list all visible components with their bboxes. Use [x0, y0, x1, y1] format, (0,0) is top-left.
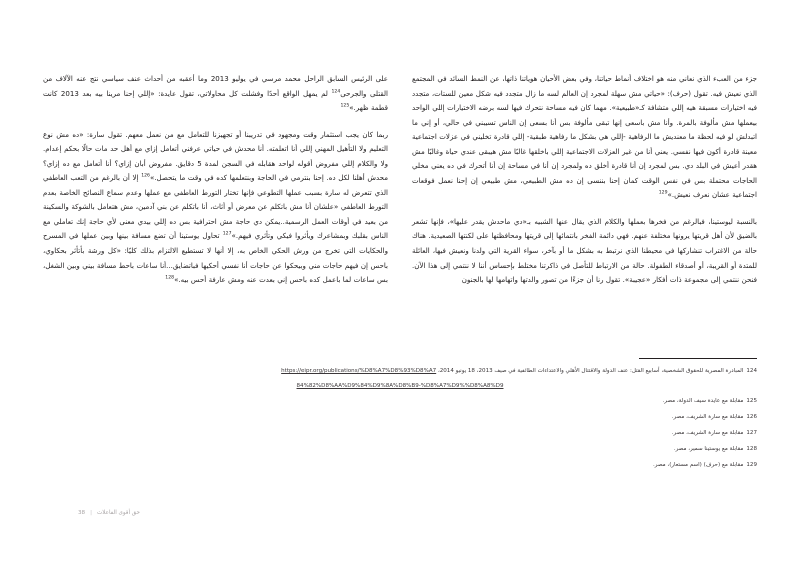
paragraph-text: بالنسبة ليوستينا، فبالرغم من فخرها بعملها والكلام الذي يقال عنها الشبيه بـ«دي ماحدش يقدر عليها»، فإنها تشعر بالضيق لأن أهل قريتها يرونها مختلفة عنهم. فهي دائمة الفخر بانتمائها إلى قريتها ومحافظتها على لكنتها الصعيدية. هناك حالة من الاغتراب تنشاركها في محيطنا الذي نرتبط به بشكل ما أو بآخر، سواء القرية التي ولدنا ونعيش فيها، العائلة للمتدة أو القريبة، أو أصدقاء الطفولة. حالة من الارتباط للتأصل في ذاكرتنا مختلط بإحساس أننا لا ننتمي إلى هذا الآن. فنحن ننتمي إلى مجموعة ذات أفكار «عجيبة». تقول رنا أن جزءًا من تصور والدتها واتهامها لها بالجنون: [412, 216, 757, 285]
footnote-item: [43, 443, 757, 456]
paragraph-text-continued: إلا أن بالرغم من التعب العاطفي الذي تتعرض له سارة بسبب عملها التطوعي فإنها تختار التورط العاطفي مع عملها وعدم سماع النصائح الخاصة بعدم التورط العاطفي «علشان أنا مش باتكلم عن معرض أو أثاث، أنا باتكلم عن بني آدمين، مش هتعامل بالشوكة والسكينة من بعيد في أوقات العمل الرسمية..يمكن دي حاجة مش احترافية بس ده إللي بيدي معنى لأي حاجة إنك تعاملي مع الناس بقلبك وبمشاعرك ويأثروا فيكي وتأثري فيهم.»: [43, 173, 388, 241]
footnote-text: المبادرة المصرية للحقوق الشخصية، أسابيع القتل: عنف الدولة والاقتتال الأهلي والاعتداءات الطائفية في صيف 2013، 18 يونيو 2014،: [436, 368, 744, 375]
paragraph: [43, 72, 388, 116]
footnote-text: مقابلة مع (حرف) (اسم مستعار)، مصر.: [653, 462, 744, 469]
footnote-item: [43, 411, 757, 424]
page-footer: [43, 510, 757, 516]
footer-content: [78, 510, 140, 516]
footnote-item: [43, 395, 757, 408]
footnotes-section: [43, 358, 757, 475]
paragraph-text-continued: تحاول يوستينا أن تضع مسافة بينها وبين عملها في المسرح والحكايات التي تخرج من ورش الحكي الخاص به، إلا أنها لا تستطيع الالتزام بذلك كليًا: «كل ورشة بأتأثر بحكاوي، باحس إن فيهم حاجات مني وبيحكوا عن حاجات أنا نفسي أحكيها فباتضايق...أنا ساعات باحط مسافة بيني وبين الشغل، بس ساعات لما باعمل كده باحس إني بعدت عنه ومش عارفة أحس بيه.»: [43, 231, 388, 285]
footnote-item: [43, 459, 757, 472]
footnote-marker[interactable]: 124: [331, 89, 341, 95]
footnote-marker[interactable]: 127: [222, 232, 232, 238]
footnote-text: مقابلة مع يوستينا سمير، مصر.: [673, 446, 744, 453]
footnote-number: 124: [746, 368, 757, 375]
page-number: 38: [78, 510, 86, 516]
footnote-url-link[interactable]: https://eipr.org/publications/%D8%A7%D8%93%D8%A7: [281, 368, 437, 375]
footnote-text: مقابلة مع عايدة سيف الدولة، مصر.: [662, 398, 744, 405]
footnote-marker[interactable]: 126: [141, 173, 150, 179]
paragraph-text: جزء من العبء الذي نعاني منه هو اختلاف أنماط حياتنا، وفي بعض الأحيان هوياتنا ذاتها، عن النمط السائد في المجتمع الذي نعيش فيه. تقول (حرف): «حياتي مش سهلة لمجرد إن العالم لسه ما زال متجدد فيه شكل معين للستات، متجدد فيه اختيارات مسبقة هيه إللي متشافة كـ«طبيعية». مهما كان فيه مساحة نتحرك فيها لسه برضه الاختيارات إللي الواحد بيعملها مش مألوفة بالمرة. وأنا مش باسعى إنها تبقى مألوفة بس أنا بسعى إن الناس تسيبني في حالي، أو إني ما اتبدلش لو فيه لحظة ما معنديش ما الرفاهية -إللي هي بشكل ما رفاهية طبقية- إللي قادرة تخليني في عزلات اجتماعية معينة قادرة أكون فيها نفسي. يعني أنا من غير العزلات الاجتماعية إللي باخلقها غالبًا مش هيبقى عندي حياة وغالبًا مش هقدر أعيش في البلد دي. بس لمجرد إن أنا قادرة أخلق ده ولمجرد إن أنا في مساحة إن أنا أتحرك في ده يعني مخلي الحاجات محتملة بس في نفس الوقت كمان إحنا بننسى إن ده مش الطبيعي، مش طبيعي إن إحنا نعمل فوقعات اجتماعية عشان نعرف نعيش.»: [412, 74, 757, 200]
footnote-number: 126: [746, 414, 757, 421]
footnote-number: 129: [746, 462, 757, 469]
footnote-url-continued: [43, 381, 757, 392]
footnote-item: [43, 427, 757, 440]
footnote-marker[interactable]: 125: [340, 103, 350, 109]
paragraph-text-continued: لم يمهل الواقع أحدًا وفشلت كل محاولاتي، تقول عايدة: «إللي إحنا مرينا بيه بعد 2013 كانت قطمة ظهر.»: [43, 88, 388, 113]
paragraph: [412, 72, 757, 203]
footnote-number: 128: [746, 446, 757, 453]
column-left: [412, 72, 757, 288]
footnote-number: 125: [746, 398, 757, 405]
paragraph-text: ربما كان يجب استثمار وقت ومجهود في تدريبنا أو تجهيزنا للتعامل مع من نعمل معهم. تقول سارة: «ده مش نوع التعليم ولا التأهيل المهني إللي أنا اتعلمته. أنا محدش في حياتي عرفني أتعامل إزاي مع أهل حد مات حالًا بحكم إعدام. ولا والكلام إللي مفروض أقوله لواحد هقابله في السجن لمدة 5 دقايق. مفروض أبان إزاي؟ أنا أتعامل مع ده إزاي؟ محدش أهلنا لكل ده. إحنا بنترمي في الحاجة وبنتعلمها كده في وقت ما يتحصل.»: [43, 129, 388, 183]
footnote-text: مقابلة مع سارة الشريف، مصر.: [671, 430, 744, 437]
footnote-marker[interactable]: 129: [658, 191, 668, 197]
footnote-marker[interactable]: 128: [165, 275, 175, 281]
body-columns: [43, 72, 757, 288]
footnote-item: [43, 365, 757, 378]
column-right: [43, 72, 388, 288]
footnote-url-link-continued[interactable]: 84%82%D8%AA%D9%84%D9%8A%D8%B9-%D8%A7%D9%%D8%A8%D9: [296, 383, 504, 390]
paragraph: [43, 128, 388, 288]
footer-title: حق أقوى الفاعلات: [97, 510, 140, 516]
paragraph-text: على الرئيس السابق الراحل محمد مرسي في يوليو 2013 وما أعقبه من أحداث عنف سياسي نتج عنه الآلاف من القتلى والجرحى: [43, 74, 389, 98]
paragraph: [412, 215, 757, 288]
footnote-text: مقابلة مع سارة الشريف، مصر.: [671, 414, 744, 421]
footnote-number: 127: [746, 430, 757, 437]
footnote-separator-rule: [639, 358, 757, 359]
footer-separator: |: [90, 510, 93, 516]
